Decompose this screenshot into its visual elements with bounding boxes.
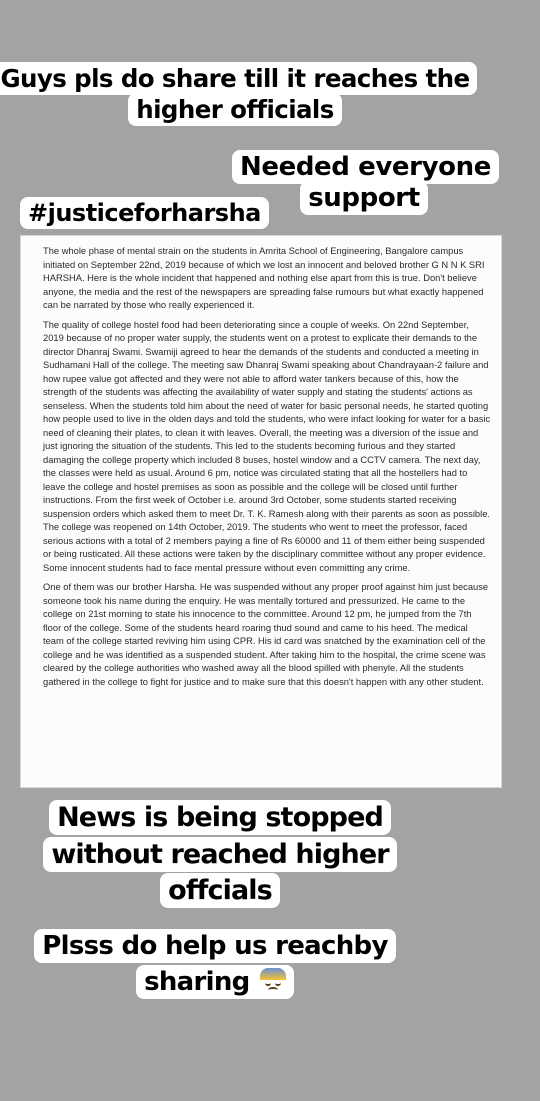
news-caption: [20, 800, 420, 910]
help-caption: [20, 929, 410, 1001]
document-paragraph: The quality of college hostel food had been deteriorating since a couple of weeks. On 22nd September, 2019 because of no proper water supply, the students went on a protest to explicate their demands to the director Dhanraj Swami. Swamiji agreed to hear the demands of the students and conducted a meeting in Sudhamani Hall of the college. The meeting saw Dhanraj Swami speaking about Chandrayaan-2 failure and how rupee value got affected and they were not able to afford water tankers because of this, how the strength of the students was affecting the availability of water supply and stating the students' actions as senseless. When the students told him about the need of water for basic personal needs, he started quoting how people used to live in the olden days and told the students, who were infact looking for water for a basic need of cleaning their plates, to clean it with leaves. Overall, the meeting was a diversion of the issue and just ignoring the situation of the students. This led to the students becoming furious and they started damaging the college property which included 8 buses, hostel window and a CCTV camera. The next day, the classes were held as usual. Around 6 pm, notice was circulated stating that all the hostellers had to leave the college and hostel premises as soon as possible and the college will be closed until further instructions. From the first week of October i.e. around 3rd October, some students started receiving suspension orders which asked them to meet Dr. T. K. Ramesh along with their parents as soon as possible. The college was reopened on 14th October, 2019. The students who went to meet the professor, faced serious actions with a total of 2 members paying a fine of Rs 60000 and 11 of them either being suspended or being rusticated. All these actions were taken by the disciplinary committee without any proper evidence. Some innocent students had to face mental pressure without even committing any crime.: [43, 319, 491, 573]
help-caption-text: Plsss do help us reachby sharing: [42, 931, 388, 997]
support-caption: [232, 152, 496, 214]
news-caption-text: News is being stopped without reached higher offcials: [43, 800, 396, 908]
document-paragraph: The whole phase of mental strain on the students in Amrita School of Engineering, Bangalore campus initiated on September 22nd, 2019 because of which we lost an innocent and beloved brother G N N K SRI HARSHA. Here is the whole incident that happened and nothing else apart from this is true. Don't believe anyone, the media and the rest of the newspapers are spreading false rumours but what exactly happened can be narrated by those who really experienced it.: [43, 246, 485, 310]
support-caption-text: Needed everyone support: [232, 150, 499, 215]
incident-document: [20, 235, 502, 788]
document-paragraph: One of them was our brother Harsha. He was suspended without any proper proof against him just because someone took his name during the enquiry. He was mentally tortured and pressurized. He came to the college on 21st morning to state his innocence to the committee. Around 12 pm, he jumped from the 7th floor of the college. Some of the students heard roaring thud sound and came to his heed. The medical team of the college started reviving him using CPR. His id card was snatched by the examination cell of the college and he was identified as a suspended student. After taking him to the hospital, the crime scene was cleared by the college authorities who washed away all the blood spilled with phenyle. All the students gathered in the college to fight for justice and to make sure that this doesn't happen with any other student.: [43, 582, 489, 687]
hashtag-caption-text: #justiceforharsha: [20, 197, 269, 229]
downcast-face-with-sweat-icon: [260, 968, 286, 994]
hashtag-caption: [20, 199, 260, 227]
share-caption-text: Guys pls do share till it reaches the higher officials: [0, 62, 477, 126]
share-caption: [0, 64, 540, 126]
